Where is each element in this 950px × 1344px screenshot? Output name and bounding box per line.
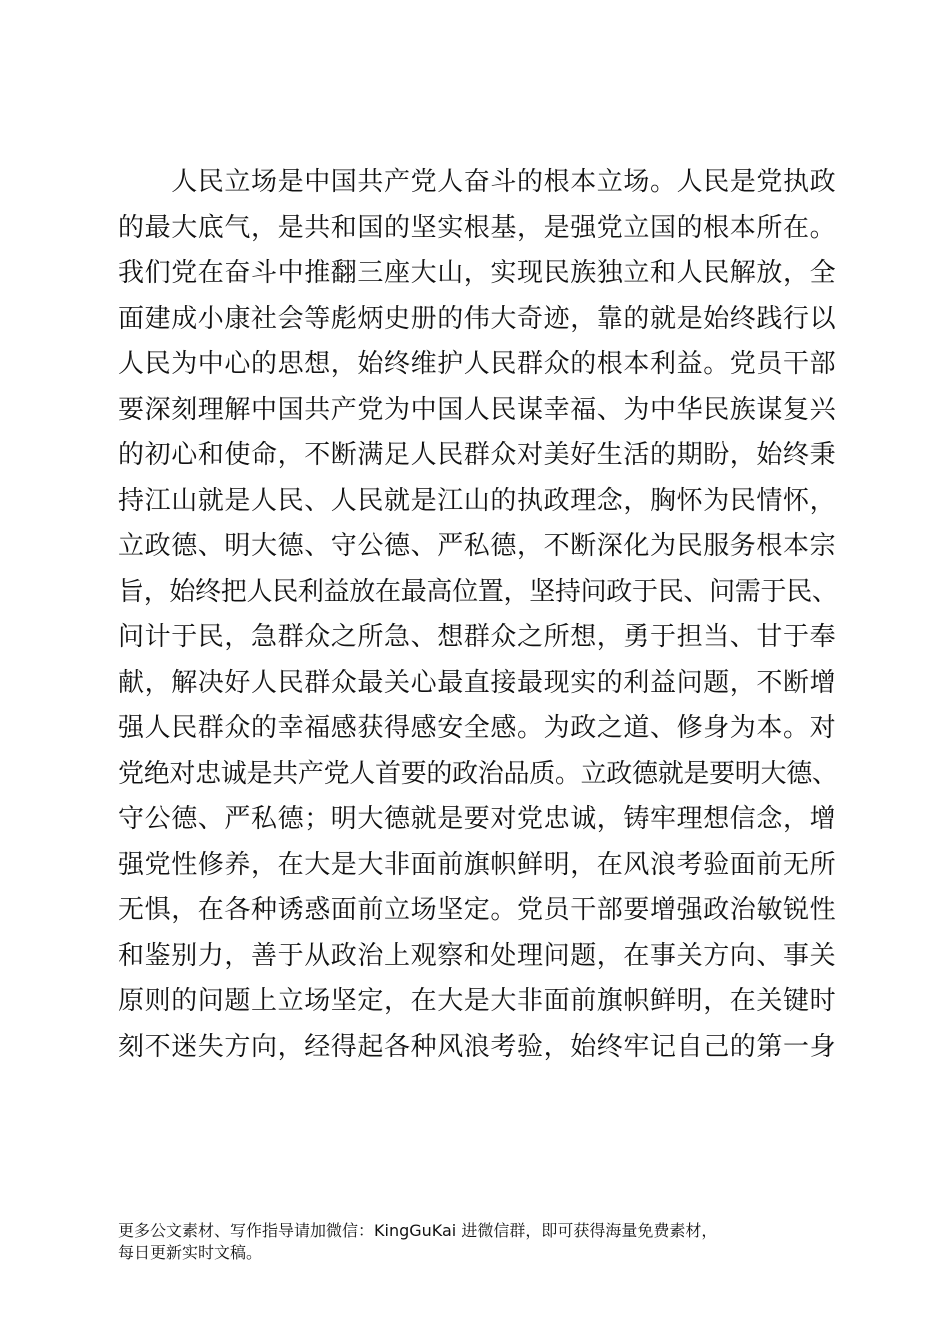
text-line-15: 守公德、严私德；明大德就是要对党忠诚，铸牢理想信念，增	[118, 804, 837, 834]
text-line-18: 和鉴别力，善于从政治上观察和处理问题，在事关方向、事关	[118, 940, 837, 971]
text-line-19: 原则的问题上立场坚定，在大是大非面前旗帜鲜明，在关键时	[118, 986, 837, 1016]
text-line-7: 的初心和使命，不断满足人民群众对美好生活的期盼，始终秉	[118, 440, 837, 470]
text-line-11: 问计于民，急群众之所急、想群众之所想，勇于担当、甘于奉	[118, 622, 837, 652]
text-line-10: 旨，始终把人民利益放在最高位置，坚持问政于民、问需于民、	[118, 576, 838, 607]
text-line-20: 刻不迷失方向，经得起各种风浪考验，始终牢记自己的第一身	[118, 1031, 837, 1062]
text-line-3: 我们党在奋斗中推翻三座大山，实现民族独立和人民解放，全	[118, 258, 837, 288]
text-line-2: 的最大底气，是共和国的坚实根基，是强党立国的根本所在。	[118, 212, 837, 243]
text-line-5: 人民为中心的思想，始终维护人民群众的根本利益。党员干部	[118, 349, 837, 379]
text-line-13: 强人民群众的幸福感获得感安全感。为政之道、修身为本。对	[118, 713, 837, 743]
text-line-12: 献，解决好人民群众最关心最直接最现实的利益问题，不断增	[118, 667, 837, 698]
text-line-14: 党绝对忠诚是共产党人首要的政治品质。立政德就是要明大德、	[118, 758, 838, 789]
footer-line-1: 更多公文素材、写作指导请加微信：KingGuKai 进微信群，即可获得海量免费素材，	[118, 1221, 718, 1240]
body-paragraph	[118, 160, 838, 1070]
text-line-9: 立政德、明大德、守公德、严私德，不断深化为民服务根本宗	[118, 531, 837, 561]
footer-line-2: 每日更新实时文稿。	[118, 1243, 263, 1262]
text-line-17: 无惧，在各种诱惑面前立场坚定。党员干部要增强政治敏锐性	[118, 895, 837, 925]
text-line-1: 人民立场是中国共产党人奋斗的根本立场。人民是党执政	[118, 167, 837, 197]
footer-note	[118, 1220, 838, 1264]
text-line-6: 要深刻理解中国共产党为中国人民谋幸福、为中华民族谋复兴	[118, 394, 837, 425]
text-line-16: 强党性修养，在大是大非面前旗帜鲜明，在风浪考验面前无所	[118, 849, 837, 880]
text-line-8: 持江山就是人民、人民就是江山的执政理念，胸怀为民情怀，	[118, 485, 837, 516]
text-line-4: 面建成小康社会等彪炳史册的伟大奇迹，靠的就是始终践行以	[118, 303, 837, 334]
